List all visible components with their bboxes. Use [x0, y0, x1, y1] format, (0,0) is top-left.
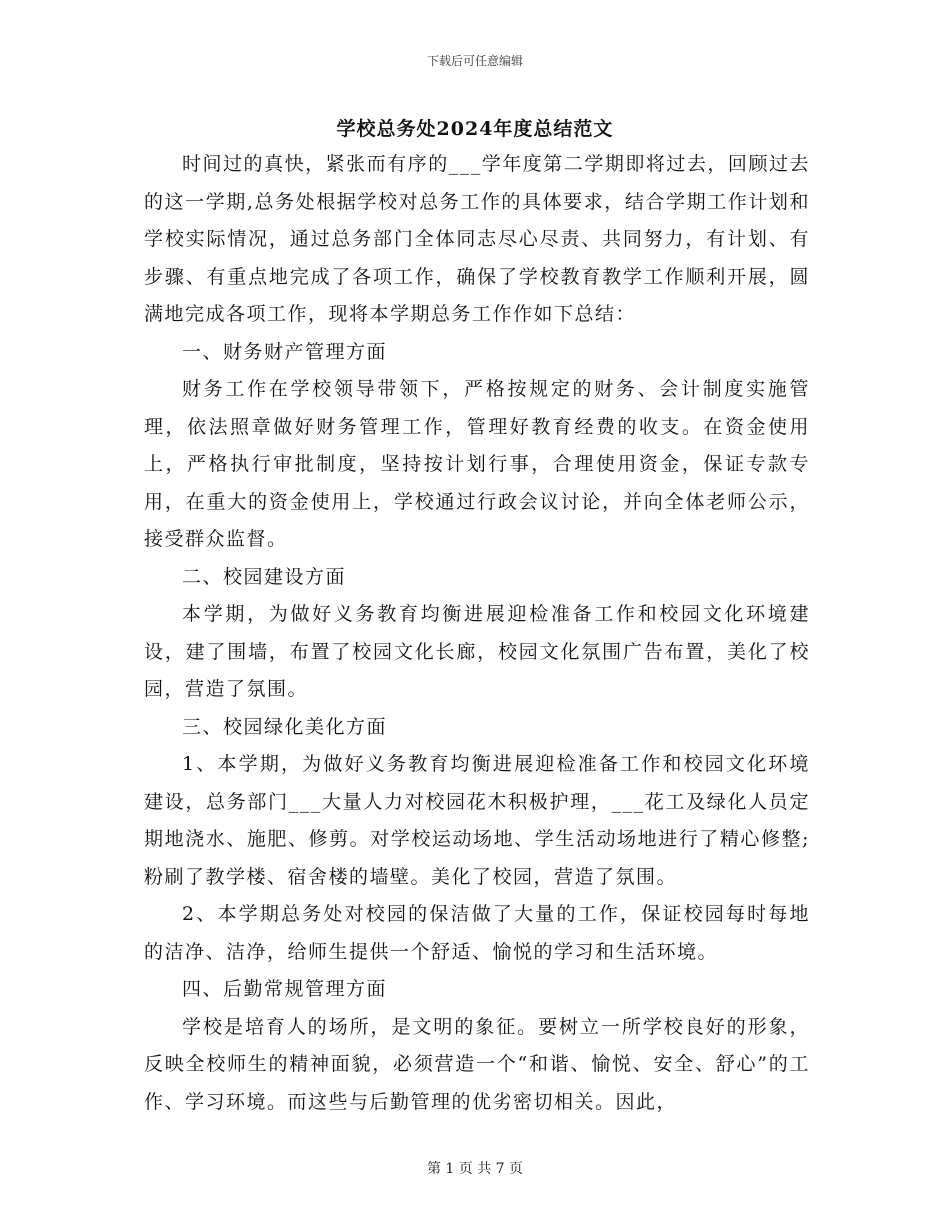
- paragraph-greening-1: 1、本学期，为做好义务教育均衡进展迎检准备工作和校园文化环境建设，总务部门___大量人力对校园花木积极护理，___花工及绿化人员定期地浇水、施肥、修剪。对学校运动场地、学生活动场地进行了精心修整;粉刷了教学楼、宿舍楼的墙壁。美化了校园，营造了氛围。: [144, 753, 810, 888]
- section-heading-finance: 一、财务财产管理方面: [182, 340, 388, 363]
- page-number: 第 1 页 共 7 页: [426, 1161, 524, 1177]
- section-heading-logistics: 四、后勤常规管理方面: [182, 978, 388, 1000]
- paragraph-finance: 财务工作在学校领导带领下，严格按规定的财务、会计制度实施管理，依法照章做好财务管理工作，管理好教育经费的收支。在资金使用上，严格执行审批制度，坚持按计划行事，合理使用资金，保证专款专用，在重大的资金使用上，学校通过行政会议讨论，并向全体老师公示，接受群众监督。: [144, 378, 810, 550]
- header-note: 下载后可任意编辑: [426, 54, 523, 68]
- paragraph-intro: 时间过的真快，紧张而有序的___学年度第二学期即将过去，回顾过去的这一学期,总务处根据学校对总务工作的具体要求，结合学期工作计划和学校实际情况，通过总务部门全体同志尽心尽责、共同努力，有计划、有步骤、有重点地完成了各项工作，确保了学校教育教学工作顺利开展，圆满地完成各项工作，现将本学期总务工作作如下总结：: [144, 153, 810, 325]
- paragraph-logistics: 学校是培育人的场所，是文明的象征。要树立一所学校良好的形象，反映全校师生的精神面貌，必须营造一个“和谐、愉悦、安全、舒心”的工作、学习环境。而这些与后勤管理的优劣密切相关。因此，: [144, 1015, 810, 1113]
- document-body: [144, 146, 810, 1121]
- paragraph-campus-construction: 本学期，为做好义务教育均衡进展迎检准备工作和校园文化环境建设，建了围墙，布置了校园文化长廊，校园文化氛围广告布置，美化了校园，营造了氛围。: [144, 603, 810, 700]
- section-heading-greening: 三、校园绿化美化方面: [182, 715, 388, 738]
- document-title: 学校总务处2024年度总结范文: [336, 118, 614, 140]
- section-heading-campus-construction: 二、校园建设方面: [182, 565, 347, 588]
- paragraph-greening-2: 2、本学期总务处对校园的保洁做了大量的工作，保证校园每时每地的洁净、洁净，给师生提供一个舒适、愉悦的学习和生活环境。: [144, 903, 810, 963]
